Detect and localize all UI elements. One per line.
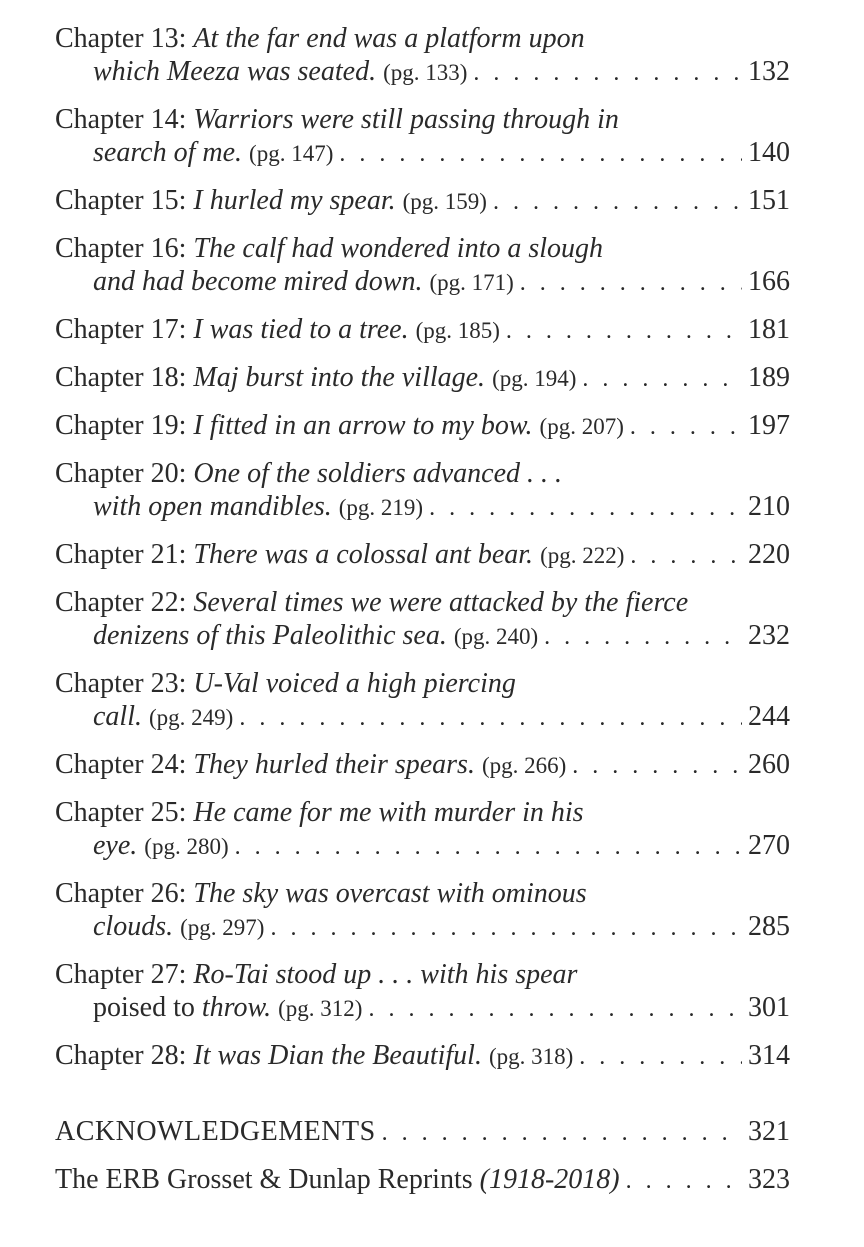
page-number: 321 — [748, 1116, 790, 1147]
toc-entry-chapter-15 — [55, 184, 790, 219]
chapter-caption-line1: One of the soldiers advanced . . . — [193, 458, 563, 489]
page-number: 132 — [748, 56, 790, 87]
chapter-label: Chapter 15: — [55, 185, 187, 216]
illustration-page-ref: (pg. 207) — [539, 414, 624, 439]
illustration-page-ref: (pg. 171) — [429, 270, 514, 295]
chapter-label: Chapter 21: — [55, 539, 187, 570]
toc-entry-chapter-13 — [55, 22, 790, 90]
section-spacer — [55, 1087, 790, 1115]
toc-entry-chapter-17 — [55, 313, 790, 348]
page-number: 323 — [748, 1164, 790, 1195]
illustration-page-ref: (pg. 222) — [540, 543, 625, 568]
dot-leader — [493, 186, 742, 219]
toc-entry-chapter-28 — [55, 1039, 790, 1074]
page-number: 181 — [748, 314, 790, 345]
illustration-page-ref: (pg. 185) — [415, 318, 500, 343]
chapter-label: Chapter 17: — [55, 314, 187, 345]
chapter-caption-line1: The calf had wondered into a slough — [193, 233, 604, 264]
illustration-page-ref: (pg. 312) — [278, 996, 363, 1021]
illustration-page-ref: (pg. 318) — [488, 1044, 574, 1069]
chapter-caption-line1: Several times we were attacked by the fierce — [193, 587, 689, 618]
chapter-caption-line2: throw. — [201, 992, 272, 1023]
chapter-caption-line1: The sky was overcast with ominous — [193, 878, 587, 909]
page-number: 151 — [748, 185, 790, 216]
dot-leader — [270, 912, 742, 945]
toc-entry-chapter-25 — [55, 796, 790, 864]
chapter-caption-line2-plain: poised to — [93, 992, 195, 1023]
page-number: 232 — [748, 620, 790, 651]
toc-entry-chapter-18 — [55, 361, 790, 396]
dot-leader — [582, 363, 742, 396]
toc-entry-chapter-22 — [55, 586, 790, 654]
toc-entry-chapter-24 — [55, 748, 790, 783]
page-number: 140 — [748, 137, 790, 168]
toc-entry-chapter-20 — [55, 457, 790, 525]
chapter-caption: There was a colossal ant bear. — [193, 539, 534, 570]
chapter-label: Chapter 16: — [55, 233, 187, 264]
chapter-label: Chapter 19: — [55, 410, 187, 441]
illustration-page-ref: (pg. 219) — [338, 495, 424, 520]
chapter-caption-line2: with open mandibles. — [93, 491, 332, 522]
dot-leader — [630, 411, 742, 444]
illustration-page-ref: (pg. 280) — [144, 834, 229, 859]
page-number: 189 — [748, 362, 790, 393]
back-matter-title: The ERB Grosset & Dunlap Reprints — [55, 1164, 473, 1195]
dot-leader — [544, 621, 742, 654]
chapter-label: Chapter 13: — [55, 23, 187, 54]
chapter-label: Chapter 23: — [55, 668, 187, 699]
illustration-page-ref: (pg. 133) — [383, 60, 468, 85]
dot-leader — [626, 1165, 742, 1198]
chapter-caption: I was tied to a tree. — [193, 314, 409, 345]
chapter-label: Chapter 24: — [55, 749, 187, 780]
chapter-caption-line2: and had become mired down. — [93, 266, 423, 297]
page-number: 314 — [748, 1040, 790, 1071]
chapter-caption: They hurled their spears. — [193, 749, 475, 780]
chapter-caption-line2: call. — [93, 701, 142, 732]
page-number: 244 — [748, 701, 790, 732]
chapter-caption: Maj burst into the village. — [193, 362, 486, 393]
chapter-caption-line2: search of me. — [93, 137, 243, 168]
illustration-page-ref: (pg. 159) — [402, 189, 487, 214]
illustration-page-ref: (pg. 240) — [453, 624, 539, 649]
dot-leader — [630, 540, 742, 573]
dot-leader — [239, 702, 742, 735]
chapter-label: Chapter 20: — [55, 458, 187, 489]
chapter-label: Chapter 18: — [55, 362, 187, 393]
illustration-page-ref: (pg. 266) — [481, 753, 567, 778]
illustration-page-ref: (pg. 194) — [492, 366, 577, 391]
dot-leader — [235, 831, 742, 864]
chapter-label: Chapter 28: — [55, 1040, 187, 1071]
chapter-caption-line2: denizens of this Paleolithic sea. — [93, 620, 447, 651]
page-number: 210 — [748, 491, 790, 522]
dot-leader — [429, 492, 742, 525]
page-number: 220 — [748, 539, 790, 570]
page-number: 260 — [748, 749, 790, 780]
dot-leader — [520, 267, 742, 300]
table-of-contents — [55, 22, 790, 1211]
toc-entry-chapter-21 — [55, 538, 790, 573]
back-matter-title-italic: (1918-2018) — [479, 1164, 620, 1195]
chapter-caption-line2: clouds. — [93, 911, 174, 942]
chapter-caption-line2: which Meeza was seated. — [93, 56, 377, 87]
dot-leader — [506, 315, 742, 348]
chapter-label: Chapter 26: — [55, 878, 187, 909]
toc-entry-reprints — [55, 1163, 790, 1198]
page-number: 285 — [748, 911, 790, 942]
page-number: 301 — [748, 992, 790, 1023]
back-matter-title: ACKNOWLEDGEMENTS — [55, 1116, 376, 1147]
dot-leader — [473, 57, 742, 90]
toc-entry-chapter-23 — [55, 667, 790, 735]
chapter-label: Chapter 27: — [55, 959, 187, 990]
chapter-caption-line1: He came for me with murder in his — [193, 797, 584, 828]
chapter-caption: I hurled my spear. — [193, 185, 396, 216]
illustration-page-ref: (pg. 147) — [249, 141, 334, 166]
dot-leader — [382, 1117, 742, 1150]
dot-leader — [579, 1041, 742, 1074]
dot-leader — [572, 750, 742, 783]
page-number: 270 — [748, 830, 790, 861]
toc-entry-chapter-16 — [55, 232, 790, 300]
page-number: 197 — [748, 410, 790, 441]
toc-entry-chapter-27 — [55, 958, 790, 1026]
chapter-caption: It was Dian the Beautiful. — [193, 1040, 482, 1071]
toc-entry-chapter-19 — [55, 409, 790, 444]
chapter-caption-line1: At the far end was a platform upon — [193, 23, 585, 54]
dot-leader — [339, 138, 742, 171]
page-number: 166 — [748, 266, 790, 297]
toc-entry-acknowledgements — [55, 1115, 790, 1150]
illustration-page-ref: (pg. 249) — [149, 705, 234, 730]
toc-entry-chapter-14 — [55, 103, 790, 171]
chapter-label: Chapter 14: — [55, 104, 187, 135]
chapter-caption: I fitted in an arrow to my bow. — [193, 410, 533, 441]
illustration-page-ref: (pg. 297) — [180, 915, 265, 940]
chapter-caption-line1: U-Val voiced a high piercing — [193, 668, 516, 699]
chapter-caption-line1: Ro-Tai stood up . . . with his spear — [193, 959, 578, 990]
chapter-label: Chapter 25: — [55, 797, 187, 828]
chapter-label: Chapter 22: — [55, 587, 187, 618]
chapter-caption-line1: Warriors were still passing through in — [193, 104, 619, 135]
dot-leader — [368, 993, 742, 1026]
chapter-caption-line2: eye. — [93, 830, 138, 861]
toc-entry-chapter-26 — [55, 877, 790, 945]
